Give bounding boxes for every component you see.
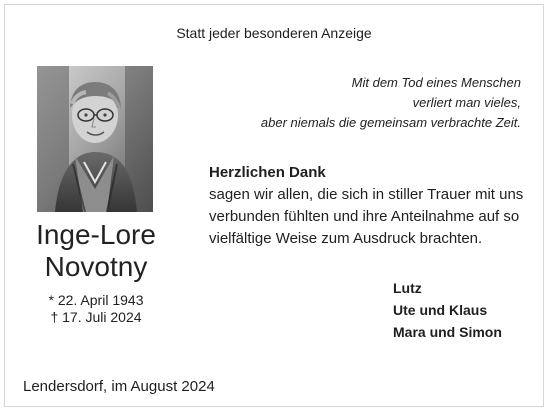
- family-member-line: Mara und Simon: [393, 324, 502, 340]
- thanks-line: vielfältige Weise zum Ausdruck brachten.: [209, 230, 483, 247]
- family-signatures: [393, 277, 502, 343]
- memorial-quote: [221, 73, 521, 133]
- quote-line: verliert man vieles,: [412, 95, 521, 110]
- thanks-line: verbunden fühlten und ihre Anteilnahme auf so: [209, 208, 520, 225]
- death-date: † 17. Juli 2024: [50, 309, 142, 325]
- family-member-line: Ute und Klaus: [393, 302, 488, 318]
- thanks-message: [209, 184, 529, 250]
- place-date-footer: Lendersdorf, im August 2024: [23, 378, 215, 395]
- birth-date: * 22. April 1943: [48, 292, 144, 308]
- announcement-header: Statt jeder besonderen Anzeige: [176, 25, 372, 41]
- portrait-photo: [37, 66, 153, 212]
- quote-line: aber niemals die gemeinsam verbrachte Zeit.: [260, 115, 521, 130]
- obituary-card: [4, 4, 544, 407]
- deceased-first-name: Inge-Lore: [36, 219, 156, 250]
- deceased-last-name: Novotny: [44, 251, 148, 282]
- thanks-heading: Herzlichen Dank: [209, 164, 326, 181]
- quote-line: Mit dem Tod eines Menschen: [351, 75, 521, 90]
- family-member-line: Lutz: [393, 280, 422, 296]
- thanks-line: sagen wir allen, die sich in stiller Trauer mit uns: [209, 186, 524, 203]
